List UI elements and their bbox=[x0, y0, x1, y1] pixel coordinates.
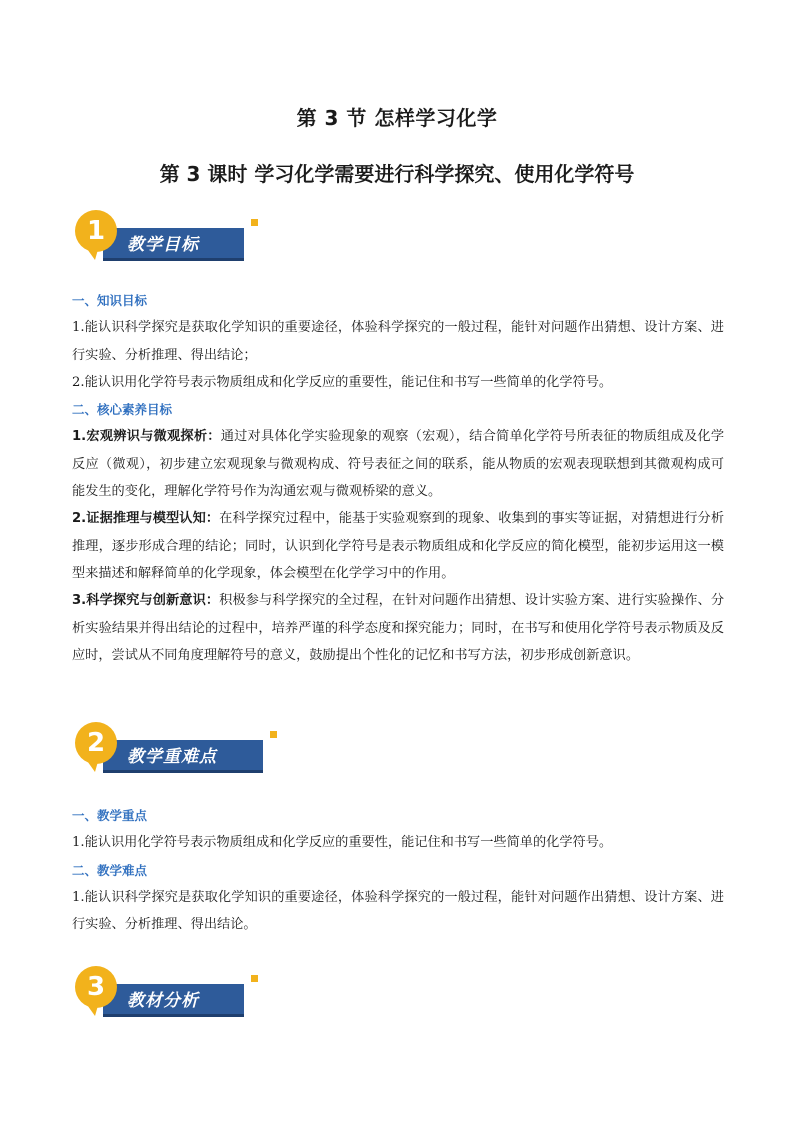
page-title: 第 3 节 怎样学习化学 bbox=[296, 106, 498, 130]
core-goal-3 bbox=[72, 587, 724, 669]
badge-square-icon bbox=[270, 731, 277, 738]
core-goal-2 bbox=[72, 505, 724, 587]
section-badge-3 bbox=[75, 966, 265, 1026]
knowledge-goal-2: 2.能认识用化学符号表示物质组成和化学反应的重要性，能记住和书写一些简单的化学符号。 bbox=[72, 374, 613, 390]
core-goal-1-text: 通过对具体化学实验现象的观察（宏观），结合简单化学符号所表征的物质组成及化学反应（微观），初步建立宏观现象与微观构成、符号表征之间的联系，能从物质的宏观表现联想到其微观构成可能发生的变化，理解化学符号作为沟通宏观与微观桥梁的意义。 bbox=[72, 429, 725, 500]
badge-label: 教材分析 bbox=[127, 991, 199, 1011]
core-goal-3-text: 积极参与科学探究的全过程，在针对问题作出猜想、设计实验方案、进行实验操作、分析实验结果并得出结论的过程中，培养严谨的科学态度和探究能力；同时，在书写和使用化学符号表示物质及反应时，尝试从不同角度理解符号的意义，鼓励提出个性化的记忆和书写方法，初步形成创新意识。 bbox=[72, 593, 725, 663]
core-goal-1 bbox=[72, 423, 724, 505]
lesson-subtitle: 第 3 课时 学习化学需要进行科学探究、使用化学符号 bbox=[159, 162, 635, 186]
badge-number: 2 bbox=[75, 722, 117, 764]
core-goal-1-label: 1.宏观辨识与微观探析： bbox=[72, 429, 221, 445]
badge-label: 教学目标 bbox=[127, 235, 199, 255]
key-point-1: 1.能认识用化学符号表示物质组成和化学反应的重要性，能记住和书写一些简单的化学符号。 bbox=[72, 835, 613, 851]
difficult-point-1: 1.能认识科学探究是获取化学知识的重要途径，体验科学探究的一般过程，能针对问题作出猜想、设计方案、进行实验、分析推理、得出结论。 bbox=[72, 889, 724, 933]
badge-square-icon bbox=[251, 219, 258, 226]
section-badge-1 bbox=[75, 210, 265, 270]
core-goal-3-label: 3.科学探究与创新意识： bbox=[72, 593, 220, 609]
core-goals-heading: 二、核心素养目标 bbox=[72, 402, 173, 418]
key-difficult-points bbox=[72, 802, 724, 938]
knowledge-goals-heading: 一、知识目标 bbox=[72, 293, 148, 308]
badge-label: 教学重难点 bbox=[127, 747, 217, 767]
badge-number: 3 bbox=[75, 966, 117, 1008]
section-badge-2 bbox=[75, 722, 265, 782]
core-goal-2-label: 2.证据推理与模型认知： bbox=[72, 511, 220, 527]
key-points-heading: 一、教学重点 bbox=[72, 808, 148, 823]
badge-square-icon bbox=[251, 975, 258, 982]
badge-number: 1 bbox=[75, 210, 117, 252]
knowledge-goal-1: 1.能认识科学探究是获取化学知识的重要途径，体验科学探究的一般过程，能针对问题作出猜想、设计方案、进行实验、分析推理、得出结论； bbox=[72, 320, 724, 363]
teaching-goals bbox=[72, 287, 724, 669]
difficult-points-heading: 二、教学难点 bbox=[72, 862, 148, 878]
core-goal-2-text: 在科学探究过程中，能基于实验观察到的现象、收集到的事实等证据，对猜想进行分析推理，逐步形成合理的结论；同时，认识到化学符号是表示物质组成和化学反应的简化模型，能初步运用这一模型来描述和解释简单的化学现象，体会模型在化学学习中的作用。 bbox=[72, 511, 725, 581]
